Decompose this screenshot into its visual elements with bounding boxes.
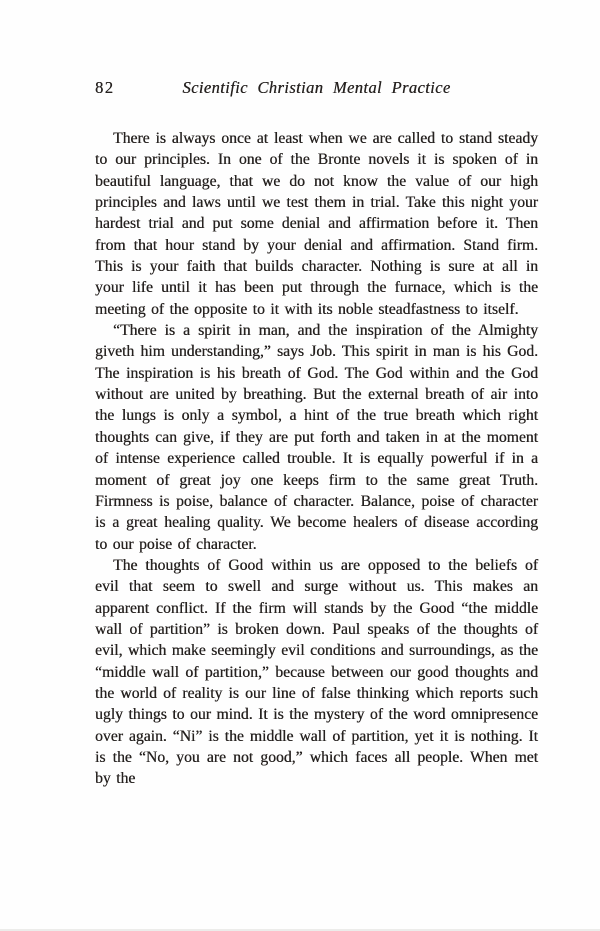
page-number: 82 <box>95 78 115 97</box>
paragraph-2: “There is a spirit in man, and the inspiration of the Almighty giveth him understanding,” says Job. This spirit in man is his God. The inspiration is his breath of God. The God within and the God without are united by breathing. But the external breath of air into the lungs is only a symbol, a hint of the true breath which right thoughts can give, if they are put forth and taken in at the moment of intense experience called trouble. It is equally powerful if in a moment of great joy one keeps firm to the same great Truth. Firmness is poise, balance of character. Balance, poise of character is a great healing quality. We become healers of disease according to our poise of character. <box>95 322 538 553</box>
running-title: Scientific Christian Mental Practice <box>182 78 451 97</box>
body-text <box>95 128 538 790</box>
paragraph-3: The thoughts of Good within us are opposed to the beliefs of evil that seem to swell and surge without us. This makes an apparent conflict. If the firm will stands by the Good “the middle wall of partition” is broken down. Paul speaks of the thoughts of evil, which make seemingly evil conditions and surroundings, as the “middle wall of partition,” because between our good thoughts and the world of reality is our line of false thinking which reports such ugly things to our mind. It is the mystery of the word omnipresence over again. “Ni” is the middle wall of partition, yet it is nothing. It is the “No, you are not good,” which faces all people. When met by the <box>95 556 538 788</box>
page-content <box>95 78 538 790</box>
page-header <box>95 78 538 99</box>
paragraph-1: There is always once at least when we are called to stand steady to our principles. In one of the Bronte novels it is spoken of in beautiful language, that we do not know the value of our high principles and laws until we test them in trial. Take this night your hardest trial and put some denial and affirmation before it. Then from that hour stand by your denial and affirmation. Stand firm. This is your faith that builds character. Nothing is sure at all in your life until it has been put through the furnace, which is the meeting of the opposite to it with its noble steadfastness to itself. <box>95 130 538 318</box>
